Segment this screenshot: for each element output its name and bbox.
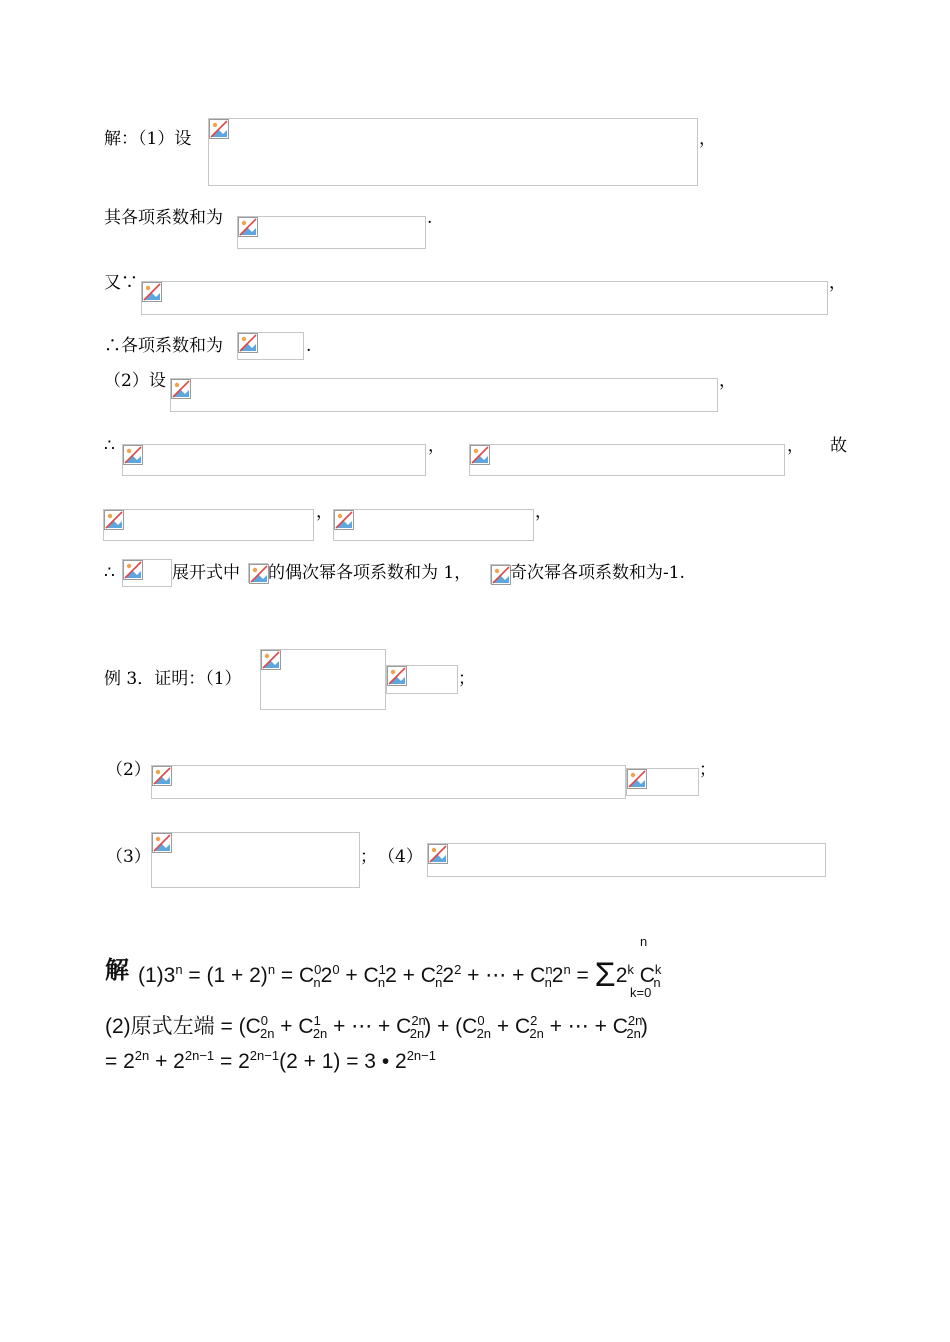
broken-image-icon	[238, 217, 258, 237]
broken-image-icon	[334, 510, 354, 530]
solution-part2-label: （2）设	[104, 371, 166, 391]
formula-image-7	[469, 444, 785, 476]
therefore-symbol: ∴	[104, 563, 115, 583]
broken-image-icon	[249, 564, 269, 584]
broken-image-icon	[171, 379, 191, 399]
odd-power-text: 奇次幂各项系数和为-1.	[510, 563, 685, 583]
formula-image-13	[260, 649, 386, 710]
period: .	[306, 336, 312, 356]
formula-image-12	[490, 564, 510, 584]
broken-image-icon	[470, 445, 490, 465]
formula-image-8	[103, 509, 314, 541]
formula-image-11	[248, 563, 268, 583]
broken-image-icon	[238, 333, 258, 353]
broken-image-icon	[209, 119, 229, 139]
broken-image-icon	[152, 766, 172, 786]
broken-image-icon	[387, 666, 407, 686]
comma: ，	[787, 436, 804, 456]
example3-part2-label: （2）	[106, 760, 151, 780]
answer-line3: = $2^{2n} + 2^{2n-1} = 2^{2n-1}(2 + 1) = 3$ • $2^{2n-1}$	[105, 1048, 436, 1073]
formula-image-10	[122, 559, 172, 587]
formula-image-18	[427, 843, 826, 877]
example3-part3-label: （3）	[106, 847, 151, 867]
answer-jie: 解	[105, 956, 129, 984]
even-power-text: 的偶次幂各项系数和为 1，	[268, 563, 472, 583]
comma: ，	[316, 502, 333, 522]
sum-lower-limit: k=0	[630, 985, 652, 1000]
example3-part4-label: （4）	[378, 847, 423, 867]
broken-image-icon	[142, 282, 162, 302]
formula-image-1	[208, 118, 698, 186]
comma: ，	[699, 129, 716, 149]
semicolon: ；	[360, 847, 377, 867]
sum-upper-limit: n	[640, 934, 648, 949]
broken-image-icon	[123, 560, 143, 580]
formula-image-14	[386, 665, 458, 694]
gu-character: 故	[830, 436, 847, 456]
expansion-text: 展开式中	[172, 563, 240, 583]
comma: ，	[428, 436, 445, 456]
comma: ，	[719, 371, 736, 391]
broken-image-icon	[627, 769, 647, 789]
solution-line1-label: 解：（1）设	[104, 129, 192, 149]
formula-image-5	[170, 378, 718, 412]
comma: ，	[535, 502, 552, 522]
formula-image-9	[333, 509, 534, 541]
broken-image-icon	[152, 833, 172, 853]
formula-image-15	[151, 765, 626, 799]
solution-line3-label: 又∵	[104, 273, 138, 293]
comma: ，	[829, 273, 846, 293]
formula-image-2	[237, 216, 426, 249]
formula-image-17	[151, 832, 360, 888]
broken-image-icon	[491, 565, 511, 585]
formula-image-3	[141, 281, 828, 315]
solution-line4-label: ∴各项系数和为	[104, 336, 223, 356]
therefore-symbol: ∴	[104, 436, 115, 456]
example3-label: 例 3．证明：（1）	[104, 669, 242, 689]
solution-line2-label: 其各项系数和为	[104, 208, 223, 228]
formula-image-6	[122, 444, 426, 476]
broken-image-icon	[104, 510, 124, 530]
answer-line2: (2)原式左端 = ($C^0_{2n} + C^1_{2n}$ + ⋯ + $C^{2n}_{2n}) + (C^0_{2n} + C^2_{2n}$ + ⋯ + $C^{2n}_{2n}$)	[105, 1013, 648, 1042]
semicolon: ；	[458, 669, 475, 689]
period: .	[427, 208, 433, 228]
broken-image-icon	[123, 445, 143, 465]
formula-image-4	[237, 332, 304, 360]
broken-image-icon	[261, 650, 281, 670]
semicolon: ；	[699, 760, 716, 780]
answer-line1: $(1)3^n = (1 + 2)^n = C^0_n2^0 + C^1_n2 + C^2_n2^2$ + ⋯ + $C^n_n2^n = \Sigma 2^k$ $C^k_n$	[138, 956, 662, 994]
formula-image-16	[626, 768, 699, 796]
broken-image-icon	[428, 844, 448, 864]
